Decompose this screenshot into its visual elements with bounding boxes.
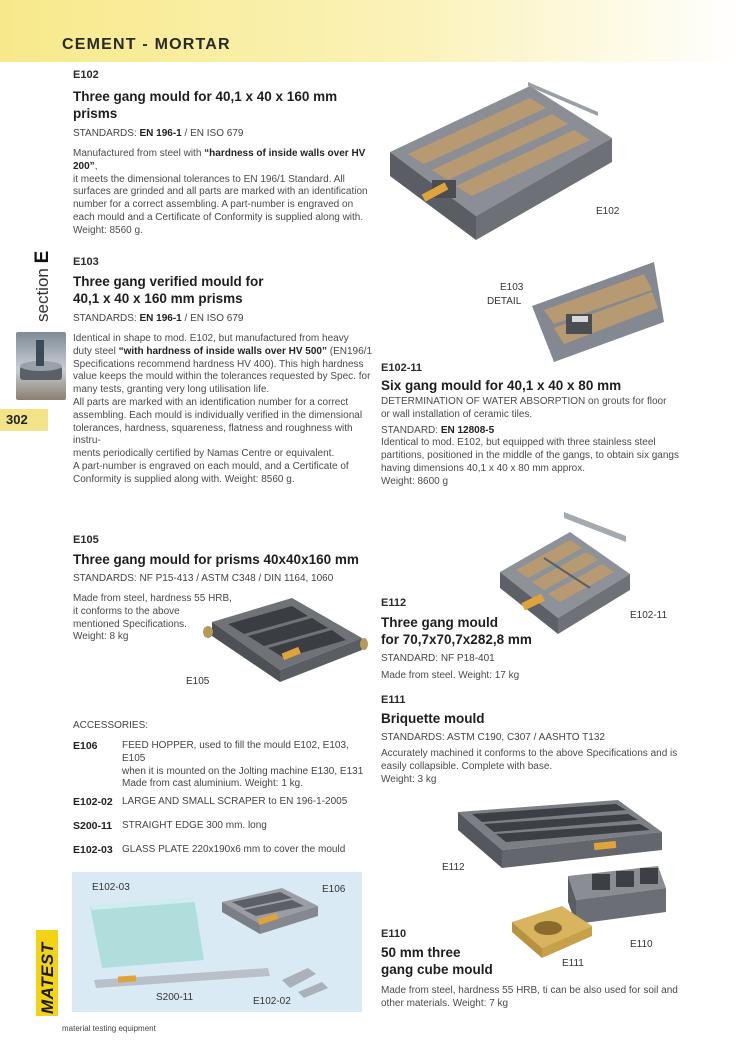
e102-11-photo-label: E102-11 [630,610,668,621]
e111-description: Accurately machined it conforms to the above Specifications and is easily collapsible. Complete with base. Weight: 3 kg [381,748,678,785]
accessory-desc-e106: FEED HOPPER, used to fill the mould E102, E103, E105 when it is mounted on the Jolting machine E130, E131 Made from cast aluminium. Weight: 1 kg. [122,740,364,790]
e110-photo-label: E110 [630,939,653,950]
e103-photo-label-detail: DETAIL [487,296,522,307]
section-letter: E [32,250,53,264]
e110-code: E110 [381,928,407,940]
e102-photo-label: E102 [596,206,620,217]
e102-11-code: E102-11 [381,362,422,374]
accessory-code-e102-02: E102-02 [73,796,113,808]
e111-code: E111 [381,694,406,706]
e103-standards: STANDARDS: EN 196-1 / EN ISO 679 [73,313,244,324]
e110-title-line1: 50 mm three [381,945,461,960]
e102-standards: STANDARDS: EN 196-1 / EN ISO 679 [73,128,244,139]
e103-title-line2: 40,1 x 40 x 160 mm prisms [73,291,243,306]
section-word: section [33,268,52,322]
e102-title-line1: Three gang mould for 40,1 x 40 x 160 mm [73,89,338,104]
page-title: CEMENT - MORTAR [62,36,231,53]
e105-photo [196,592,368,693]
footer-text: material testing equipment [62,1024,156,1033]
accessory-desc-e102-02: LARGE AND SMALL SCRAPER to EN 196-1-2005 [122,796,348,807]
accessories-photo [72,872,362,1012]
e110-e111-photo [508,862,668,977]
e112-title-line1: Three gang mould [381,615,499,630]
e105-code: E105 [73,534,99,546]
e102-description: Manufactured from steel with “hardness of inside walls over HV 200”, it meets the dimensional tolerances to EN 196/1 Standard. All surfaces are grinded and all parts are marked with an identification number for a correct assembling. A part-number is engraved on each mould and a Certificate of Conformity is supplied along with. Weight: 8560 g. [73,148,368,236]
e102-photo [380,76,620,251]
accessory-code-s200-11: S200-11 [73,820,113,832]
e110-description: Made from steel, hardness 55 HRB, ti can be also used for soil and other materials. Weight: 7 kg [381,985,678,1009]
matest-logo: MATEST [36,930,58,1016]
photo-label-feed-hopper: E106 [322,884,346,895]
e103-title-line1: Three gang verified mould for [73,274,264,289]
e102-title-line2: prisms [73,106,118,121]
page-number: 302 [6,412,28,427]
accessory-desc-e102-03: GLASS PLATE 220x190x6 mm to cover the mould [122,844,346,855]
e102-11-photo [494,508,634,649]
e105-title: Three gang mould for prisms 40x40x160 mm [73,552,359,567]
e102-11-description: DETERMINATION OF WATER ABSORPTION on grouts for floor or wall installation of ceramic tiles. STANDARD: EN 12808-5 Identical to mod. E102, but equipped with three stainless steel partitions, positioned in the middle of the gangs, to obtain six gangs having dimensions 40,1 x 40 x 80 mm approx. Weight: 8600 g [381,396,679,487]
e112-title-line2: for 70,7x70,7x282,8 mm [381,632,532,647]
e102-code: E102 [73,69,99,81]
e111-photo-label: E111 [562,958,584,969]
e111-title: Briquette mould [381,711,485,726]
e103-description: Identical in shape to mod. E102, but manufactured from heavy duty steel “with hardness of inside walls over HV 500” (EN196/1 Specifications recommend hardness HV 400). This high hardness value keeps the mould within the tolerances requested by Spec. for many tests, granting very long utilisation life. All parts are marked with an identification number for a correct assembling. Each mould is individually verified in the dimensional tolerances, hardness, squareness, flatness and roughness with instru- ments periodically certified by Namas Centre or equivalent. A part-number is engraved on each mould, and a Certificate of Conformity is supplied along with. Weight: 8560 g. [73,333,373,485]
section-thumbnail [16,332,66,400]
e103-code: E103 [73,256,99,268]
accessories-heading: ACCESSORIES: [73,720,149,731]
photo-label-glass-plate: E102-03 [92,882,130,893]
e105-standards: STANDARDS: NF P15-413 / ASTM C348 / DIN 1164, 1060 [73,573,334,584]
accessory-desc-s200-11: STRAIGHT EDGE 300 mm. long [122,820,267,831]
e103-detail-photo [524,262,664,373]
e112-standards: STANDARD: NF P18-401 [381,653,495,664]
accessory-code-e106: E106 [73,740,98,752]
e102-11-title: Six gang mould for 40,1 x 40 x 80 mm [381,378,622,393]
accessory-code-e102-03: E102-03 [73,844,113,856]
e105-description: Made from steel, hardness 55 HRB, it conforms to the above mentioned Specifications. Weight: 8 kg [73,593,232,643]
e111-standards: STANDARDS: ASTM C190, C307 / AASHTO T132 [381,732,605,743]
section-label [30,232,60,322]
photo-label-straight-edge: S200-11 [156,992,194,1003]
e105-photo-label: E105 [186,676,210,687]
e112-description: Made from steel. Weight: 17 kg [381,670,520,681]
photo-label-scraper: E102-02 [253,996,291,1007]
e112-photo-label: E112 [442,862,465,873]
e103-photo-label: E103 [500,282,524,293]
e112-code: E112 [381,597,407,609]
e110-title-line2: gang cube mould [381,962,493,977]
